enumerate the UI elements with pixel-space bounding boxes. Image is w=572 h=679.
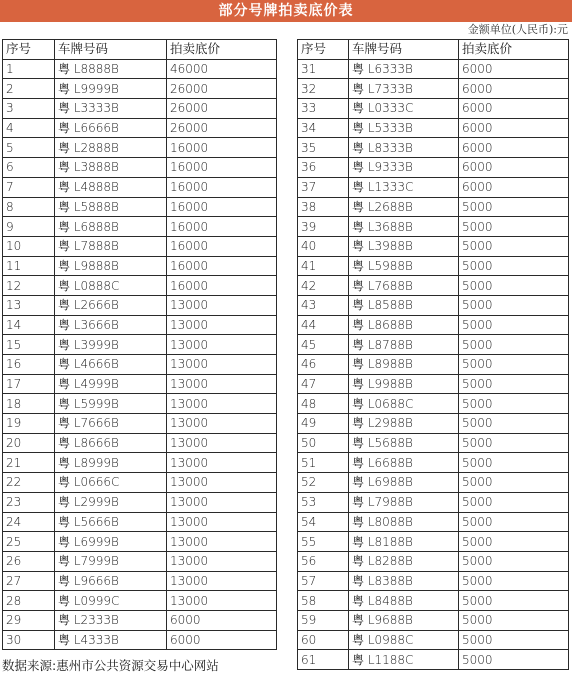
row-reserve-price: 6000 — [167, 630, 277, 650]
row-plate-number: 粤 L2688B — [349, 197, 459, 217]
row-reserve-price: 5000 — [459, 236, 569, 256]
table-row — [298, 355, 569, 375]
row-seq: 14 — [3, 315, 55, 335]
row-plate-number: 粤 L5333B — [349, 118, 459, 138]
row-seq: 16 — [3, 355, 55, 375]
table-row — [3, 256, 277, 276]
row-plate-number: 粤 L8888B — [55, 59, 167, 79]
table-row — [3, 158, 277, 178]
row-reserve-price: 13000 — [167, 295, 277, 315]
table-row — [3, 610, 277, 630]
table-row — [298, 591, 569, 611]
row-plate-number: 粤 L3688B — [349, 217, 459, 237]
currency-unit-note: 金额单位(人民币):元 — [467, 23, 568, 36]
row-plate-number: 粤 L9688B — [349, 610, 459, 630]
row-seq: 54 — [298, 512, 349, 532]
row-seq: 39 — [298, 217, 349, 237]
row-reserve-price: 13000 — [167, 433, 277, 453]
table-row — [3, 197, 277, 217]
row-reserve-price: 46000 — [167, 59, 277, 79]
row-seq: 1 — [3, 59, 55, 79]
table-row — [298, 630, 569, 650]
row-reserve-price: 16000 — [167, 177, 277, 197]
table-row — [3, 394, 277, 414]
row-seq: 55 — [298, 532, 349, 552]
table-row — [3, 453, 277, 473]
row-plate-number: 粤 L8666B — [55, 433, 167, 453]
row-reserve-price: 6000 — [459, 138, 569, 158]
table-row — [298, 177, 569, 197]
row-reserve-price: 16000 — [167, 158, 277, 178]
row-seq: 49 — [298, 414, 349, 434]
row-plate-number: 粤 L0888C — [55, 276, 167, 296]
row-seq: 25 — [3, 532, 55, 552]
row-seq: 32 — [298, 79, 349, 99]
row-plate-number: 粤 L4999B — [55, 374, 167, 394]
row-plate-number: 粤 L8788B — [349, 335, 459, 355]
row-plate-number: 粤 L2666B — [55, 295, 167, 315]
plate-price-table-left — [2, 39, 277, 650]
row-seq: 23 — [3, 492, 55, 512]
row-seq: 42 — [298, 276, 349, 296]
row-reserve-price: 13000 — [167, 414, 277, 434]
row-reserve-price: 26000 — [167, 99, 277, 119]
row-plate-number: 粤 L3988B — [349, 236, 459, 256]
row-plate-number: 粤 L0688C — [349, 394, 459, 414]
row-seq: 58 — [298, 591, 349, 611]
table-row — [298, 571, 569, 591]
table-row — [3, 217, 277, 237]
row-seq: 22 — [3, 473, 55, 493]
row-plate-number: 粤 L7688B — [349, 276, 459, 296]
row-plate-number: 粤 L4888B — [55, 177, 167, 197]
row-plate-number: 粤 L6688B — [349, 453, 459, 473]
row-reserve-price: 13000 — [167, 532, 277, 552]
row-reserve-price: 13000 — [167, 473, 277, 493]
table-row — [298, 295, 569, 315]
row-plate-number: 粤 L5688B — [349, 433, 459, 453]
row-seq: 27 — [3, 571, 55, 591]
row-reserve-price: 5000 — [459, 453, 569, 473]
row-seq: 34 — [298, 118, 349, 138]
row-plate-number: 粤 L8688B — [349, 315, 459, 335]
row-seq: 36 — [298, 158, 349, 178]
table-row — [3, 532, 277, 552]
row-seq: 6 — [3, 158, 55, 178]
table-row — [3, 571, 277, 591]
row-seq: 19 — [3, 414, 55, 434]
row-plate-number: 粤 L9666B — [55, 571, 167, 591]
row-plate-number: 粤 L8188B — [349, 532, 459, 552]
row-plate-number: 粤 L3888B — [55, 158, 167, 178]
row-seq: 38 — [298, 197, 349, 217]
row-plate-number: 粤 L8988B — [349, 355, 459, 375]
row-plate-number: 粤 L8388B — [349, 571, 459, 591]
row-plate-number: 粤 L0988C — [349, 630, 459, 650]
row-reserve-price: 5000 — [459, 276, 569, 296]
row-seq: 50 — [298, 433, 349, 453]
row-reserve-price: 5000 — [459, 492, 569, 512]
table-row — [3, 315, 277, 335]
row-reserve-price: 13000 — [167, 315, 277, 335]
row-reserve-price: 5000 — [459, 394, 569, 414]
table-row — [3, 79, 277, 99]
row-plate-number: 粤 L2999B — [55, 492, 167, 512]
row-seq: 35 — [298, 138, 349, 158]
table-row — [298, 217, 569, 237]
row-reserve-price: 16000 — [167, 236, 277, 256]
row-plate-number: 粤 L6988B — [349, 473, 459, 493]
row-seq: 56 — [298, 551, 349, 571]
row-plate-number: 粤 L4666B — [55, 355, 167, 375]
column-header-seq: 序号 — [3, 40, 55, 60]
row-reserve-price: 5000 — [459, 295, 569, 315]
row-seq: 9 — [3, 217, 55, 237]
row-reserve-price: 16000 — [167, 276, 277, 296]
row-plate-number: 粤 L6999B — [55, 532, 167, 552]
row-reserve-price: 5000 — [459, 473, 569, 493]
table-row — [3, 118, 277, 138]
table-row — [298, 473, 569, 493]
row-seq: 46 — [298, 355, 349, 375]
row-plate-number: 粤 L9333B — [349, 158, 459, 178]
table-body-left — [3, 59, 277, 650]
table-row — [298, 315, 569, 335]
row-seq: 28 — [3, 591, 55, 611]
plate-price-table-right — [297, 39, 569, 670]
row-plate-number: 粤 L7999B — [55, 551, 167, 571]
row-plate-number: 粤 L8588B — [349, 295, 459, 315]
table-row — [3, 177, 277, 197]
row-seq: 31 — [298, 59, 349, 79]
row-seq: 51 — [298, 453, 349, 473]
table-row — [3, 99, 277, 119]
row-reserve-price: 6000 — [459, 99, 569, 119]
table-row — [298, 59, 569, 79]
row-plate-number: 粤 L8488B — [349, 591, 459, 611]
row-plate-number: 粤 L8333B — [349, 138, 459, 158]
table-row — [3, 355, 277, 375]
table-row — [298, 433, 569, 453]
row-seq: 33 — [298, 99, 349, 119]
row-plate-number: 粤 L1188C — [349, 650, 459, 670]
table-row — [298, 414, 569, 434]
row-plate-number: 粤 L9888B — [55, 256, 167, 276]
row-plate-number: 粤 L6666B — [55, 118, 167, 138]
row-plate-number: 粤 L2333B — [55, 610, 167, 630]
row-seq: 4 — [3, 118, 55, 138]
row-seq: 37 — [298, 177, 349, 197]
row-seq: 11 — [3, 256, 55, 276]
row-seq: 48 — [298, 394, 349, 414]
row-seq: 2 — [3, 79, 55, 99]
row-seq: 43 — [298, 295, 349, 315]
row-seq: 18 — [3, 394, 55, 414]
column-header-seq: 序号 — [298, 40, 349, 60]
row-reserve-price: 13000 — [167, 355, 277, 375]
row-reserve-price: 5000 — [459, 571, 569, 591]
row-plate-number: 粤 L5999B — [55, 394, 167, 414]
table-row — [298, 532, 569, 552]
table-body-right — [298, 59, 569, 669]
row-reserve-price: 26000 — [167, 118, 277, 138]
row-seq: 20 — [3, 433, 55, 453]
data-source-note: 数据来源:惠州市公共资源交易中心网站 — [2, 658, 219, 673]
table-row — [298, 374, 569, 394]
row-reserve-price: 5000 — [459, 610, 569, 630]
row-plate-number: 粤 L9999B — [55, 79, 167, 99]
row-plate-number: 粤 L7988B — [349, 492, 459, 512]
row-seq: 21 — [3, 453, 55, 473]
table-row — [298, 453, 569, 473]
row-seq: 30 — [3, 630, 55, 650]
table-row — [298, 650, 569, 670]
table-row — [3, 414, 277, 434]
row-plate-number: 粤 L5888B — [55, 197, 167, 217]
row-reserve-price: 5000 — [459, 512, 569, 532]
row-reserve-price: 5000 — [459, 217, 569, 237]
table-row — [298, 512, 569, 532]
row-reserve-price: 5000 — [459, 355, 569, 375]
row-reserve-price: 13000 — [167, 453, 277, 473]
row-plate-number: 粤 L2888B — [55, 138, 167, 158]
table-row — [298, 276, 569, 296]
row-reserve-price: 6000 — [459, 59, 569, 79]
row-seq: 5 — [3, 138, 55, 158]
row-plate-number: 粤 L3999B — [55, 335, 167, 355]
table-row — [298, 197, 569, 217]
row-reserve-price: 13000 — [167, 394, 277, 414]
table-row — [3, 492, 277, 512]
row-reserve-price: 5000 — [459, 532, 569, 552]
table-row — [3, 276, 277, 296]
row-plate-number: 粤 L1333C — [349, 177, 459, 197]
column-header-plate: 车牌号码 — [55, 40, 167, 60]
page-title: 部分号牌拍卖底价表 — [0, 0, 572, 22]
row-reserve-price: 13000 — [167, 374, 277, 394]
row-plate-number: 粤 L8999B — [55, 453, 167, 473]
table-row — [298, 256, 569, 276]
table-row — [3, 295, 277, 315]
table-row — [298, 335, 569, 355]
row-reserve-price: 6000 — [459, 118, 569, 138]
row-seq: 29 — [3, 610, 55, 630]
table-row — [3, 630, 277, 650]
row-reserve-price: 16000 — [167, 138, 277, 158]
row-seq: 24 — [3, 512, 55, 532]
table-row — [298, 158, 569, 178]
table-row — [298, 118, 569, 138]
row-reserve-price: 13000 — [167, 492, 277, 512]
row-seq: 44 — [298, 315, 349, 335]
row-plate-number: 粤 L7333B — [349, 79, 459, 99]
row-plate-number: 粤 L3666B — [55, 315, 167, 335]
table-row — [3, 551, 277, 571]
row-seq: 17 — [3, 374, 55, 394]
row-plate-number: 粤 L0999C — [55, 591, 167, 611]
row-seq: 60 — [298, 630, 349, 650]
row-reserve-price: 6000 — [459, 158, 569, 178]
row-seq: 3 — [3, 99, 55, 119]
row-plate-number: 粤 L8088B — [349, 512, 459, 532]
row-reserve-price: 5000 — [459, 374, 569, 394]
table-row — [298, 492, 569, 512]
row-reserve-price: 26000 — [167, 79, 277, 99]
table-row — [3, 59, 277, 79]
row-plate-number: 粤 L5666B — [55, 512, 167, 532]
row-plate-number: 粤 L6888B — [55, 217, 167, 237]
row-reserve-price: 13000 — [167, 571, 277, 591]
row-seq: 59 — [298, 610, 349, 630]
row-reserve-price: 6000 — [459, 79, 569, 99]
row-seq: 52 — [298, 473, 349, 493]
row-plate-number: 粤 L8288B — [349, 551, 459, 571]
row-reserve-price: 5000 — [459, 650, 569, 670]
table-row — [298, 236, 569, 256]
table-row — [298, 394, 569, 414]
row-seq: 53 — [298, 492, 349, 512]
row-reserve-price: 5000 — [459, 315, 569, 335]
table-row — [3, 335, 277, 355]
row-plate-number: 粤 L0666C — [55, 473, 167, 493]
row-reserve-price: 6000 — [167, 610, 277, 630]
row-plate-number: 粤 L9988B — [349, 374, 459, 394]
row-seq: 41 — [298, 256, 349, 276]
table-row — [298, 610, 569, 630]
row-seq: 61 — [298, 650, 349, 670]
table-row — [3, 138, 277, 158]
row-reserve-price: 13000 — [167, 591, 277, 611]
row-reserve-price: 6000 — [459, 177, 569, 197]
row-reserve-price: 13000 — [167, 512, 277, 532]
row-plate-number: 粤 L3333B — [55, 99, 167, 119]
row-seq: 12 — [3, 276, 55, 296]
row-seq: 26 — [3, 551, 55, 571]
row-plate-number: 粤 L0333C — [349, 99, 459, 119]
row-reserve-price: 5000 — [459, 551, 569, 571]
row-reserve-price: 5000 — [459, 433, 569, 453]
column-header-plate: 车牌号码 — [349, 40, 459, 60]
table-header-row — [298, 40, 569, 60]
row-reserve-price: 5000 — [459, 591, 569, 611]
row-plate-number: 粤 L6333B — [349, 59, 459, 79]
column-header-price: 拍卖底价 — [167, 40, 277, 60]
table-row — [3, 473, 277, 493]
table-row — [3, 512, 277, 532]
row-plate-number: 粤 L7888B — [55, 236, 167, 256]
row-reserve-price: 13000 — [167, 551, 277, 571]
table-header-row — [3, 40, 277, 60]
row-reserve-price: 16000 — [167, 197, 277, 217]
row-reserve-price: 5000 — [459, 335, 569, 355]
table-row — [3, 591, 277, 611]
row-reserve-price: 13000 — [167, 335, 277, 355]
table-row — [298, 138, 569, 158]
row-seq: 13 — [3, 295, 55, 315]
row-seq: 57 — [298, 571, 349, 591]
row-reserve-price: 5000 — [459, 414, 569, 434]
table-row — [3, 374, 277, 394]
table-row — [3, 433, 277, 453]
row-seq: 47 — [298, 374, 349, 394]
row-seq: 45 — [298, 335, 349, 355]
row-reserve-price: 5000 — [459, 256, 569, 276]
column-header-price: 拍卖底价 — [459, 40, 569, 60]
row-seq: 40 — [298, 236, 349, 256]
row-plate-number: 粤 L2988B — [349, 414, 459, 434]
row-reserve-price: 5000 — [459, 630, 569, 650]
row-plate-number: 粤 L7666B — [55, 414, 167, 434]
row-seq: 10 — [3, 236, 55, 256]
row-reserve-price: 16000 — [167, 256, 277, 276]
row-seq: 8 — [3, 197, 55, 217]
row-reserve-price: 16000 — [167, 217, 277, 237]
table-row — [298, 99, 569, 119]
row-plate-number: 粤 L5988B — [349, 256, 459, 276]
table-row — [298, 79, 569, 99]
table-row — [298, 551, 569, 571]
table-row — [3, 236, 277, 256]
row-seq: 15 — [3, 335, 55, 355]
row-reserve-price: 5000 — [459, 197, 569, 217]
row-seq: 7 — [3, 177, 55, 197]
row-plate-number: 粤 L4333B — [55, 630, 167, 650]
